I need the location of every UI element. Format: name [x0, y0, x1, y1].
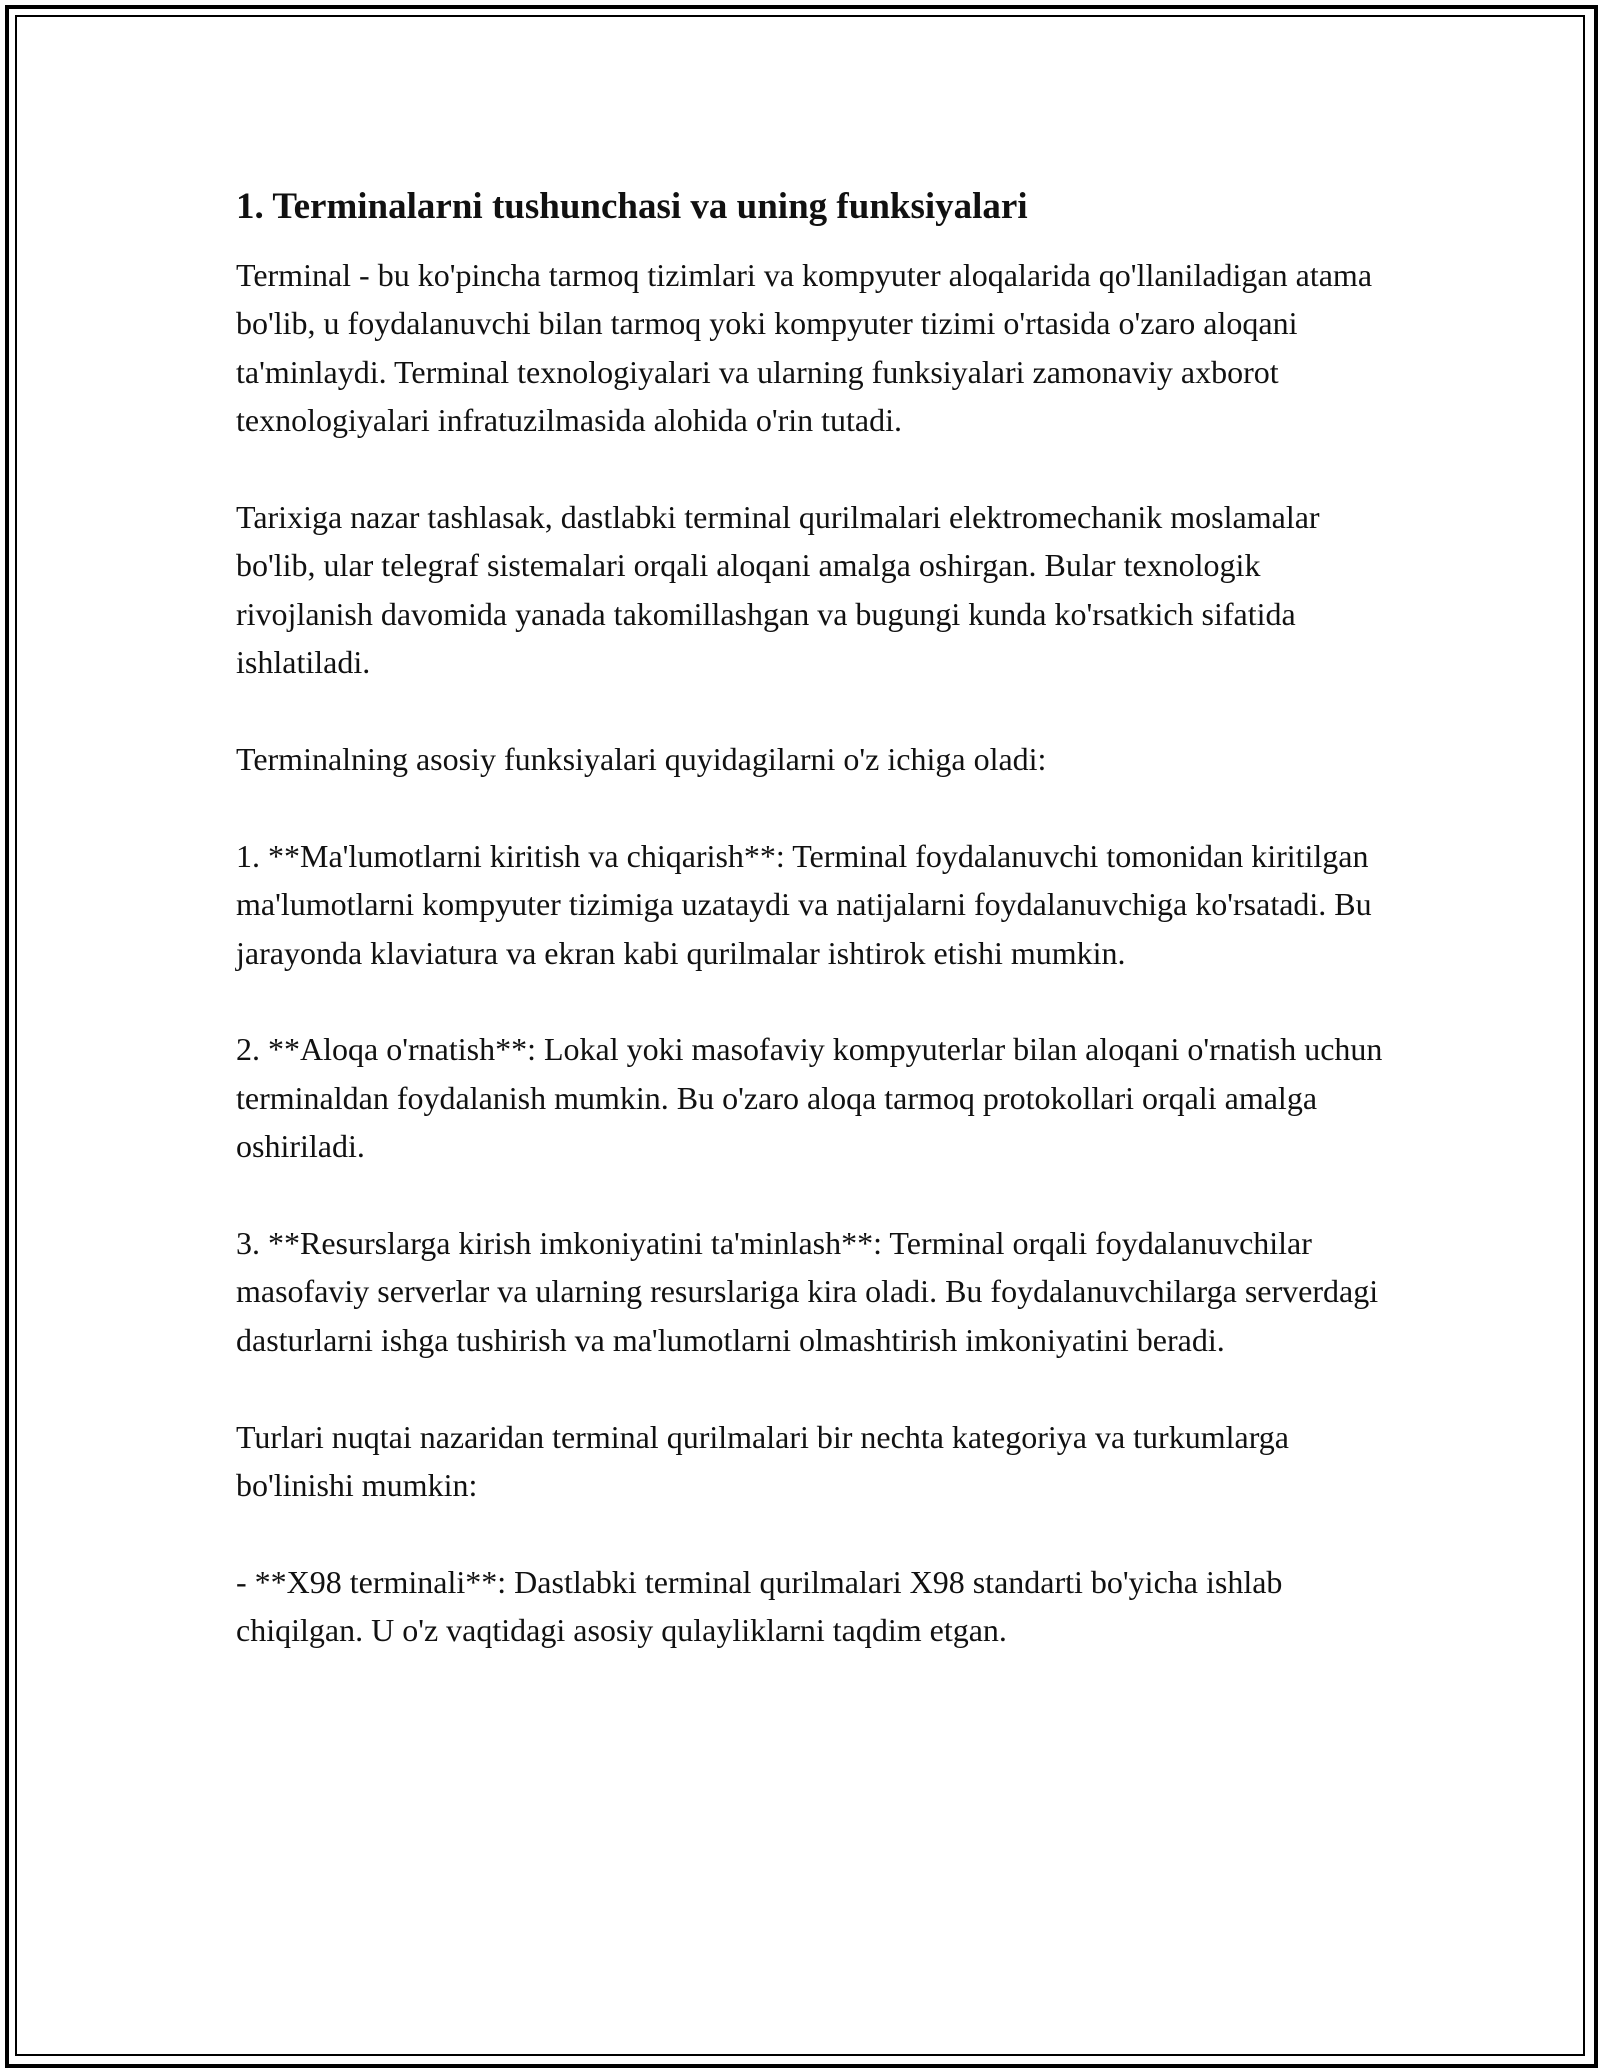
paragraph-function-3: 3. **Resurslarga kirish imkoniyatini ta'minlash**: Terminal orqali foydalanuvchilar masofaviy serverlar va ularning resurslariga kira oladi. Bu foydalanuvchilarga serverdagi dasturlarni ishga tushirish va ma'lumotlarni olmashtirish imkoniyatini beradi.: [236, 1225, 1379, 1358]
paragraph-types-intro: Turlari nuqtai nazaridan terminal qurilmalari bir nechta kategoriya va turkumlarga bo'linishi mumkin:: [236, 1418, 1289, 1504]
document-body: [236, 185, 1396, 1655]
paragraph-functions-intro: Terminalning asosiy funksiyalari quyidagilarni o'z ichiga oladi:: [236, 741, 1047, 778]
document-title: 1. Terminalarni tushunchasi va uning funksiyalari: [236, 186, 1028, 227]
paragraph-function-1: 1. **Ma'lumotlarni kiritish va chiqarish**: Terminal foydalanuvchi tomonidan kiritilgan ma'lumotlarni kompyuter tizimiga uzataydi va natijalarni foydalanuvchiga ko'rsatadi. Bu jarayonda klaviatura va ekran kabi qurilmalar ishtirok etishi mumkin.: [236, 837, 1372, 971]
paragraph-type-x98: - **X98 terminali**: Dastlabki terminal qurilmalari X98 standarti bo'yicha ishlab chiqilgan. U o'z vaqtidagi asosiy qulayliklarni taqdim etgan.: [236, 1563, 1283, 1649]
paragraph-intro: Terminal - bu ko'pincha tarmoq tizimlari va kompyuter aloqalarida qo'llaniladigan atama bo'lib, u foydalanuvchi bilan tarmoq yoki kompyuter tizimi o'rtasida o'zaro aloqani ta'minlaydi. Terminal texnologiyalari va ularning funksiyalari zamonaviy axborot texnologiyalari infratuzilmasida alohida o'rin tutadi.: [236, 257, 1373, 439]
paragraph-history: Tarixiga nazar tashlasak, dastlabki terminal qurilmalari elektromechanik moslamalar bo'lib, ular telegraf sistemalari orqali aloqani amalga oshirgan. Bular texnologik rivojlanish davomida yanada takomillashgan va bugungi kunda ko'rsatkich sifatida ishlatiladi.: [236, 499, 1320, 681]
paragraph-function-2: 2. **Aloqa o'rnatish**: Lokal yoki masofaviy kompyuterlar bilan aloqani o'rnatish uchun terminaldan foydalanish mumkin. Bu o'zaro aloqa tarmoq protokollari orqali amalga oshiriladi.: [236, 1031, 1383, 1165]
